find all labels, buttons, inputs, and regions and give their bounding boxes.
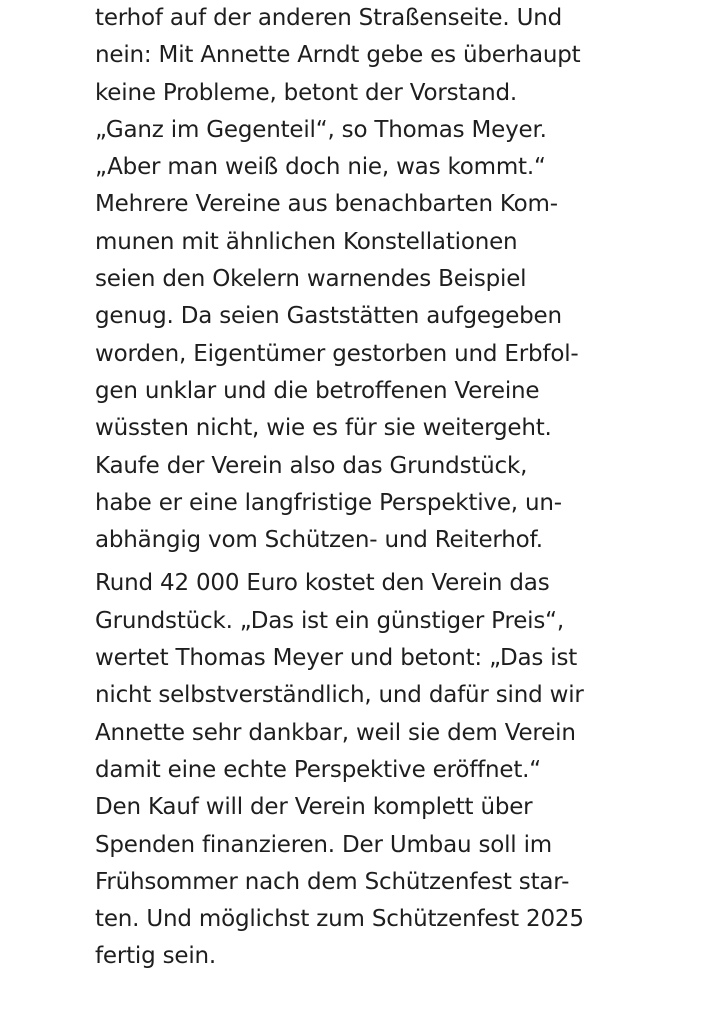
text-line: habe er eine langfristige Perspektive, un-	[95, 489, 562, 516]
text-line: Annette sehr dankbar, weil sie dem Verein	[95, 719, 576, 746]
text-line: Rund 42 000 Euro kostet den Verein das	[95, 570, 550, 597]
text-line: damit eine echte Perspektive eröffnet.“	[95, 756, 541, 783]
text-line: ten. Und möglichst zum Schützenfest 2025	[95, 906, 584, 933]
text-line: Grundstück. „Das ist ein günstiger Preis“,	[95, 607, 564, 634]
text-line: terhof auf der anderen Straßenseite. Und	[95, 5, 562, 31]
text-line: fertig sein.	[95, 943, 217, 970]
paragraph-2	[95, 565, 655, 975]
text-line: Spenden finanzieren. Der Umbau soll im	[95, 831, 553, 858]
text-line: wertet Thomas Meyer und betont: „Das ist	[95, 645, 578, 672]
article-text	[95, 0, 655, 976]
text-line: worden, Eigentümer gestorben und Erbfol-	[95, 340, 579, 367]
text-line: nicht selbstverständlich, und dafür sind wir	[95, 682, 584, 709]
text-line: seien den Okelern warnendes Beispiel	[95, 266, 527, 293]
text-line: nein: Mit Annette Arndt gebe es überhaupt	[95, 42, 581, 69]
text-line: Den Kauf will der Verein komplett über	[95, 794, 533, 821]
text-line: gen unklar und die betroffenen Vereine	[95, 377, 540, 404]
text-line: Kaufe der Verein also das Grundstück,	[95, 452, 528, 479]
text-line: keine Probleme, betont der Vorstand.	[95, 79, 518, 106]
text-line: wüssten nicht, wie es für sie weitergeht.	[95, 415, 552, 442]
text-line: abhängig vom Schützen- und Reiterhof.	[95, 527, 543, 554]
text-line: „Aber man weiß doch nie, was kommt.“	[95, 154, 546, 181]
text-line: Frühsommer nach dem Schützenfest star-	[95, 868, 570, 895]
text-line: Mehrere Vereine aus benachbarten Kom-	[95, 191, 558, 218]
paragraph-1	[95, 0, 655, 559]
text-line: munen mit ähnlichen Konstellationen	[95, 228, 518, 255]
text-line: „Ganz im Gegenteil“, so Thomas Meyer.	[95, 116, 547, 143]
text-line: genug. Da seien Gaststätten aufgegeben	[95, 303, 562, 330]
